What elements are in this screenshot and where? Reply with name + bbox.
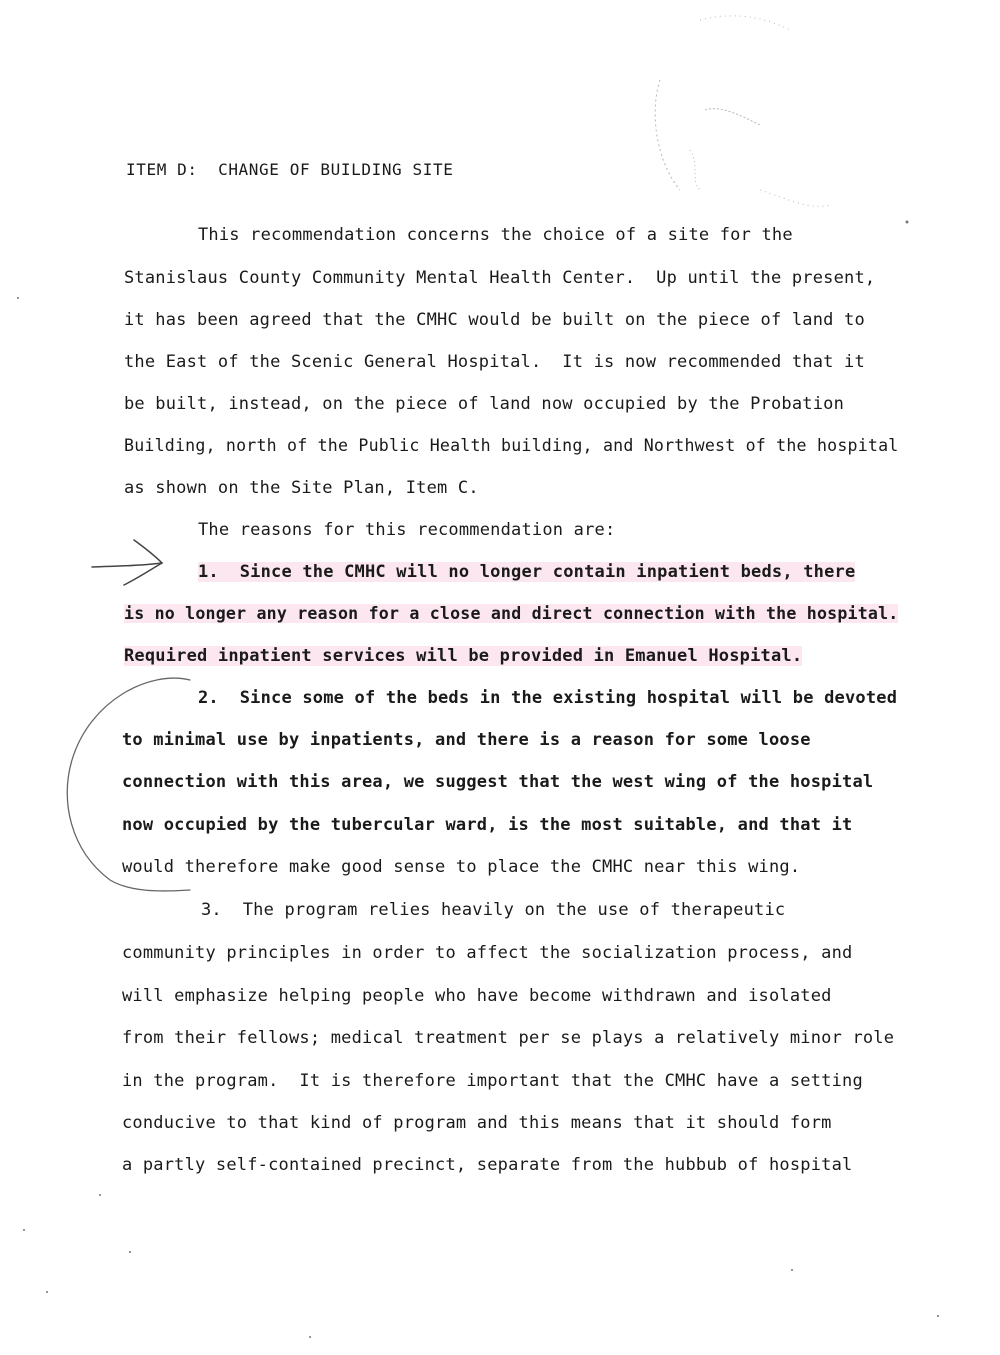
item-heading: ITEM D: CHANGE OF BUILDING SITE	[126, 160, 454, 179]
reason-2-line: connection with this area, we suggest that the west wing of the hospital	[122, 772, 874, 792]
highlighted-text: is no longer any reason for a close and direct connection with the hospital.	[124, 604, 899, 623]
reasons-intro: The reasons for this recommendation are:	[198, 520, 616, 540]
intro-line: as shown on the Site Plan, Item C.	[124, 478, 479, 498]
intro-line: be built, instead, on the piece of land now occupied by the Probation	[124, 394, 845, 414]
reason-3-line: 3. The program relies heavily on the use of therapeutic	[201, 900, 786, 920]
arrow-icon	[92, 540, 162, 585]
faint-stamp-mark	[655, 16, 830, 206]
reason-3-line: from their fellows; medical treatment per se plays a relatively minor role	[122, 1028, 895, 1048]
reason-3-line: a partly self-contained precinct, separate from the hubbub of hospital	[122, 1155, 853, 1175]
reason-3-line: conducive to that kind of program and this means that it should form	[122, 1113, 832, 1133]
highlighted-text: Required inpatient services will be provided in Emanuel Hospital.	[124, 646, 803, 666]
intro-line: it has been agreed that the CMHC would be built on the piece of land to	[124, 310, 865, 330]
intro-line: Building, north of the Public Health building, and Northwest of the hospital	[124, 436, 899, 455]
reason-3-line: will emphasize helping people who have become withdrawn and isolated	[122, 986, 832, 1006]
intro-line: This recommendation concerns the choice of a site for the	[198, 225, 793, 245]
reason-2-line: to minimal use by inpatients, and there is a reason for some loose	[122, 730, 811, 750]
reason-2-line: now occupied by the tubercular ward, is the most suitable, and that it	[122, 815, 853, 835]
reason-1-line	[124, 603, 898, 625]
reason-2-line: 2. Since some of the beds in the existing hospital will be devoted	[198, 688, 898, 708]
intro-line: Stanislaus County Community Mental Health Center. Up until the present,	[124, 268, 876, 288]
reason-1-line	[198, 561, 855, 583]
reason-3-line: community principles in order to affect the socialization process, and	[122, 943, 853, 963]
reason-2-line: would therefore make good sense to place the CMHC near this wing.	[122, 857, 801, 877]
intro-line: the East of the Scenic General Hospital. It is now recommended that it	[124, 352, 865, 372]
reason-3-line: in the program. It is therefore important that the CMHC have a setting	[122, 1071, 863, 1091]
highlighted-text: 1. Since the CMHC will no longer contain inpatient beds, there	[198, 562, 856, 582]
reason-1-line	[124, 645, 802, 667]
